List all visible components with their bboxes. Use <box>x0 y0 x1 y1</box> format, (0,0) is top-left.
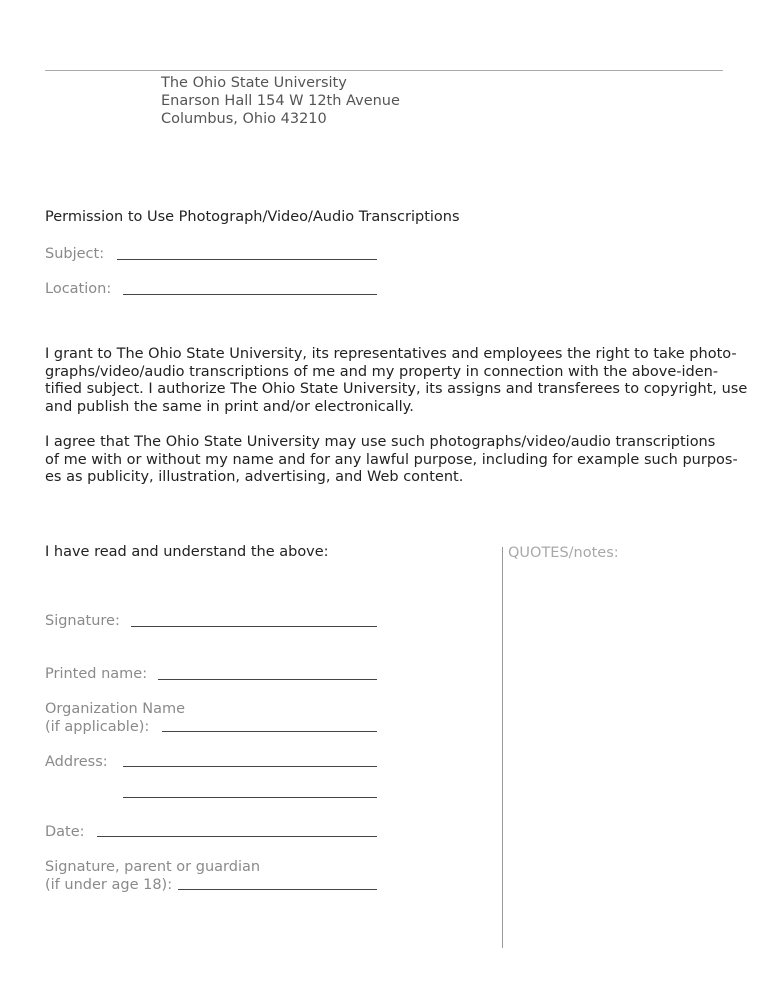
form-title: Permission to Use Photograph/Video/Audio Transcriptions <box>45 209 460 225</box>
organization-label-note: (if applicable): <box>45 719 150 735</box>
paragraph-line: of me with or without my name and for any lawful purpose, including for example such purpos- <box>45 451 738 468</box>
guardian-age-note: (if under age 18): <box>45 877 173 893</box>
address-line: The Ohio State University <box>161 75 347 91</box>
location-label: Location: <box>45 281 112 297</box>
printed-name-label: Printed name: <box>45 666 148 682</box>
university-address <box>161 74 400 128</box>
printed-name-field[interactable] <box>158 679 377 680</box>
organization-field[interactable] <box>162 731 377 732</box>
signature-field[interactable] <box>131 626 377 627</box>
paragraph-line: I grant to The Ohio State University, its representatives and employees the right to take photo- <box>45 346 737 362</box>
notes-divider <box>502 547 503 948</box>
guardian-signature-field[interactable] <box>178 889 377 890</box>
paragraph-line: and publish the same in print and/or electronically. <box>45 398 414 415</box>
subject-label: Subject: <box>45 246 105 262</box>
address-field-line-1[interactable] <box>123 766 377 767</box>
location-field[interactable] <box>123 294 377 295</box>
notes-label: QUOTES/notes: <box>508 545 619 561</box>
address-field-line-2[interactable] <box>123 797 377 798</box>
grant-paragraph <box>45 346 748 416</box>
agree-paragraph <box>45 434 738 487</box>
date-label: Date: <box>45 824 85 840</box>
address-line: Enarson Hall 154 W 12th Avenue <box>161 93 400 109</box>
date-field[interactable] <box>97 836 377 837</box>
guardian-signature-label: Signature, parent or guardian <box>45 859 261 875</box>
subject-field[interactable] <box>117 259 377 260</box>
organization-label: Organization Name <box>45 701 186 717</box>
paragraph-line: I agree that The Ohio State University may use such photographs/video/audio transcriptions <box>45 434 716 450</box>
paragraph-line: graphs/video/audio transcriptions of me and my property in connection with the above-iden- <box>45 363 719 380</box>
address-label: Address: <box>45 754 108 770</box>
signature-label: Signature: <box>45 613 120 629</box>
paragraph-line: tified subject. I authorize The Ohio State University, its assigns and transferees to copyright, use <box>45 381 748 398</box>
acknowledgement-text: I have read and understand the above: <box>45 544 329 560</box>
top-rule <box>45 70 723 71</box>
address-line: Columbus, Ohio 43210 <box>161 111 327 127</box>
paragraph-line: es as publicity, illustration, advertising, and Web content. <box>45 469 464 486</box>
